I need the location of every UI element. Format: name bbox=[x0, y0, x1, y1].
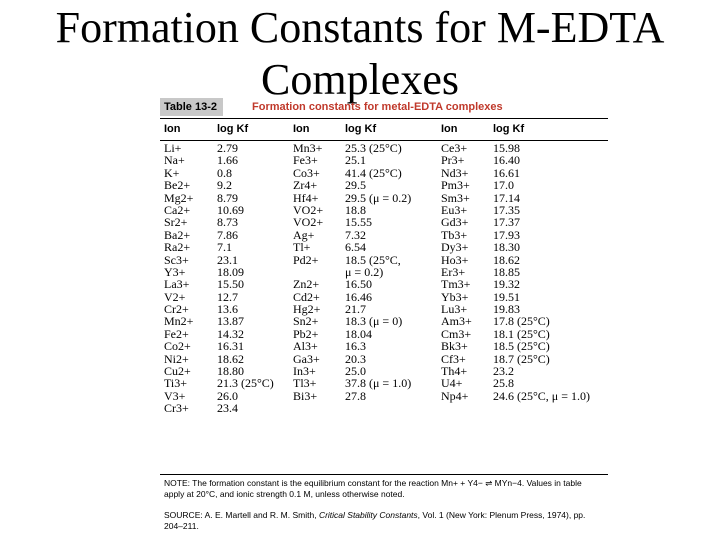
cell-logkf-col1: 7.86 bbox=[217, 227, 238, 242]
table-number-tag: Table 13-2 bbox=[160, 98, 223, 116]
cell-logkf-col1: 12.7 bbox=[217, 289, 238, 304]
cell-ion-col3: Ce3+ bbox=[441, 141, 468, 155]
cell-logkf-col2: 16.46 bbox=[345, 289, 372, 304]
cell-ion-col2: Zr4+ bbox=[293, 178, 318, 193]
slide-title bbox=[0, 2, 720, 106]
cell-ion-col2: Tl+ bbox=[293, 240, 311, 255]
cell-logkf-col1: 23.4 bbox=[217, 401, 238, 416]
cell-ion-col1: Be2+ bbox=[164, 178, 191, 193]
cell-ion-col3: Tb3+ bbox=[441, 227, 468, 242]
source-prefix: SOURCE: A. E. Martell and R. M. Smith, bbox=[164, 510, 319, 520]
cell-logkf-col3: 15.98 bbox=[493, 141, 520, 155]
cell-ion-col2: Mn3+ bbox=[293, 141, 323, 155]
slide-title-line-1: Formation Constants for M-EDTA bbox=[55, 3, 665, 52]
cell-ion-col1: La3+ bbox=[164, 277, 190, 292]
cell-logkf-col1: 18.09 bbox=[217, 264, 244, 279]
cell-logkf-col3: 18.85 bbox=[493, 264, 520, 279]
cell-ion-col1: V3+ bbox=[164, 388, 186, 403]
cell-ion-col1: Cr3+ bbox=[164, 401, 189, 416]
cell-ion-col1: Sc3+ bbox=[164, 252, 189, 267]
cell-ion-col3: Th4+ bbox=[441, 364, 468, 379]
cell-ion-col2: Hf4+ bbox=[293, 190, 319, 205]
cell-logkf-col3: 18.1 (25°C) bbox=[493, 326, 550, 341]
cell-ion-col2: VO2+ bbox=[293, 215, 324, 230]
table-body bbox=[160, 142, 608, 415]
table-row bbox=[160, 340, 608, 352]
cell-ion-col1: Ni2+ bbox=[164, 351, 189, 366]
cell-ion-col1: Li+ bbox=[164, 141, 182, 155]
table-row bbox=[160, 377, 608, 389]
cell-ion-col3: Nd3+ bbox=[441, 165, 469, 180]
cell-logkf-col2: 29.5 (μ = 0.2) bbox=[345, 190, 412, 205]
cell-logkf-col3: 18.7 (25°C) bbox=[493, 351, 550, 366]
cell-ion-col1: K+ bbox=[164, 165, 180, 180]
cell-logkf-col3: 25.8 bbox=[493, 376, 514, 391]
cell-ion-col3: Bk3+ bbox=[441, 339, 468, 354]
cell-ion-col3: Eu3+ bbox=[441, 202, 468, 217]
cell-logkf-col3: 17.93 bbox=[493, 227, 520, 242]
cell-ion-col1: Ra2+ bbox=[164, 240, 191, 255]
cell-logkf-col1: 10.69 bbox=[217, 202, 244, 217]
cell-ion-col2: Pd2+ bbox=[293, 252, 319, 267]
cell-logkf-col1: 16.31 bbox=[217, 339, 244, 354]
table-top-rule bbox=[160, 118, 608, 119]
header-logkf-2: log Kf bbox=[345, 123, 377, 135]
cell-logkf-col3: 18.62 bbox=[493, 252, 520, 267]
cell-ion-col2: VO2+ bbox=[293, 202, 324, 217]
table-row bbox=[160, 179, 608, 191]
cell-ion-col1: Cr2+ bbox=[164, 302, 189, 317]
cell-ion-col2: Al3+ bbox=[293, 339, 318, 354]
cell-ion-col2: Tl3+ bbox=[293, 376, 317, 391]
cell-logkf-col3: 19.51 bbox=[493, 289, 520, 304]
cell-logkf-col2: 21.7 bbox=[345, 302, 366, 317]
header-logkf-1: log Kf bbox=[217, 123, 249, 135]
table-bottom-rule bbox=[160, 474, 608, 475]
cell-logkf-col2: 18.04 bbox=[345, 326, 372, 341]
cell-logkf-col2: 20.3 bbox=[345, 351, 366, 366]
cell-logkf-col1: 2.79 bbox=[217, 141, 238, 155]
cell-ion-col1: Ba2+ bbox=[164, 227, 191, 242]
header-ion-1: Ion bbox=[164, 123, 181, 135]
cell-logkf-col1: 7.1 bbox=[217, 240, 232, 255]
table-row bbox=[160, 402, 608, 414]
header-ion-2: Ion bbox=[293, 123, 310, 135]
cell-logkf-col1: 26.0 bbox=[217, 388, 238, 403]
cell-ion-col3: Pr3+ bbox=[441, 153, 465, 168]
cell-logkf-col1: 18.62 bbox=[217, 351, 244, 366]
cell-logkf-col3: 16.40 bbox=[493, 153, 520, 168]
cell-logkf-col1: 8.73 bbox=[217, 215, 238, 230]
table-row bbox=[160, 154, 608, 166]
cell-logkf-col1: 13.6 bbox=[217, 302, 238, 317]
cell-ion-col1: Ti3+ bbox=[164, 376, 188, 391]
cell-logkf-col2: 25.3 (25°C) bbox=[345, 141, 402, 155]
cell-ion-col1: Na+ bbox=[164, 153, 185, 168]
cell-ion-col3: Gd3+ bbox=[441, 215, 469, 230]
cell-ion-col1: Sr2+ bbox=[164, 215, 188, 230]
cell-ion-col1: Co2+ bbox=[164, 339, 191, 354]
table-row bbox=[160, 278, 608, 290]
cell-ion-col3: Ho3+ bbox=[441, 252, 469, 267]
cell-logkf-col2: 18.8 bbox=[345, 202, 366, 217]
cell-ion-col1: Fe2+ bbox=[164, 326, 189, 341]
cell-logkf-col2: 29.5 bbox=[345, 178, 366, 193]
table-row bbox=[160, 241, 608, 253]
cell-ion-col2: Pb2+ bbox=[293, 326, 319, 341]
table-header-bar bbox=[160, 98, 608, 116]
source-title: Critical Stability Constants bbox=[318, 510, 418, 520]
cell-ion-col2: Cd2+ bbox=[293, 289, 320, 304]
cell-logkf-col3: 24.6 (25°C, μ = 1.0) bbox=[493, 388, 590, 403]
cell-logkf-col2: 16.3 bbox=[345, 339, 366, 354]
cell-logkf-col3: 18.30 bbox=[493, 240, 520, 255]
cell-logkf-col1: 1.66 bbox=[217, 153, 238, 168]
cell-ion-col1: Ca2+ bbox=[164, 202, 191, 217]
cell-logkf-col3: 17.14 bbox=[493, 190, 520, 205]
cell-ion-col3: Er3+ bbox=[441, 264, 466, 279]
cell-logkf-col2: 37.8 (μ = 1.0) bbox=[345, 376, 412, 391]
cell-ion-col3: Pm3+ bbox=[441, 178, 470, 193]
cell-ion-col2: In3+ bbox=[293, 364, 316, 379]
cell-ion-col3: U4+ bbox=[441, 376, 463, 391]
cell-ion-col1: Cu2+ bbox=[164, 364, 191, 379]
cell-ion-col3: Cm3+ bbox=[441, 326, 472, 341]
cell-logkf-col3: 17.0 bbox=[493, 178, 514, 193]
cell-logkf-col1: 21.3 (25°C) bbox=[217, 376, 274, 391]
table-row bbox=[160, 216, 608, 228]
cell-ion-col2: Sn2+ bbox=[293, 314, 319, 329]
cell-ion-col3: Cf3+ bbox=[441, 351, 466, 366]
slide-title-line-2: Complexes bbox=[261, 55, 459, 104]
header-logkf-3: log Kf bbox=[493, 123, 525, 135]
cell-ion-col1: Y3+ bbox=[164, 264, 186, 279]
cell-logkf-col3: 23.2 bbox=[493, 364, 514, 379]
formation-constants-table bbox=[160, 98, 608, 534]
cell-logkf-col2: 25.0 bbox=[345, 364, 366, 379]
cell-ion-col1: Mn2+ bbox=[164, 314, 194, 329]
cell-logkf-col3: 16.61 bbox=[493, 165, 520, 180]
cell-logkf-col2: μ = 0.2) bbox=[345, 264, 384, 279]
cell-logkf-col2: 18.5 (25°C, bbox=[345, 252, 401, 267]
cell-logkf-col3: 19.32 bbox=[493, 277, 520, 292]
cell-ion-col2: Fe3+ bbox=[293, 153, 318, 168]
cell-logkf-col1: 18.80 bbox=[217, 364, 244, 379]
cell-ion-col2: Bi3+ bbox=[293, 388, 318, 403]
cell-logkf-col2: 7.32 bbox=[345, 227, 366, 242]
cell-ion-col1: Mg2+ bbox=[164, 190, 194, 205]
cell-logkf-col3: 17.8 (25°C) bbox=[493, 314, 550, 329]
cell-logkf-col3: 17.35 bbox=[493, 202, 520, 217]
table-row bbox=[160, 315, 608, 327]
cell-ion-col3: Tm3+ bbox=[441, 277, 471, 292]
cell-logkf-col2: 15.55 bbox=[345, 215, 372, 230]
cell-logkf-col1: 8.79 bbox=[217, 190, 238, 205]
table-caption: Formation constants for metal-EDTA complexes bbox=[252, 101, 503, 113]
cell-ion-col2: Zn2+ bbox=[293, 277, 320, 292]
cell-ion-col2: Ag+ bbox=[293, 227, 315, 242]
cell-logkf-col3: 18.5 (25°C) bbox=[493, 339, 550, 354]
cell-logkf-col2: 6.54 bbox=[345, 240, 366, 255]
cell-ion-col3: Yb3+ bbox=[441, 289, 469, 304]
cell-logkf-col1: 15.50 bbox=[217, 277, 244, 292]
cell-ion-col2: Hg2+ bbox=[293, 302, 321, 317]
header-ion-3: Ion bbox=[441, 123, 458, 135]
cell-ion-col3: Am3+ bbox=[441, 314, 472, 329]
cell-logkf-col2: 41.4 (25°C) bbox=[345, 165, 402, 180]
cell-ion-col2: Co3+ bbox=[293, 165, 320, 180]
cell-ion-col1: V2+ bbox=[164, 289, 186, 304]
cell-logkf-col3: 17.37 bbox=[493, 215, 520, 230]
cell-logkf-col1: 0.8 bbox=[217, 165, 232, 180]
cell-logkf-col2: 27.8 bbox=[345, 388, 366, 403]
cell-logkf-col3: 19.83 bbox=[493, 302, 520, 317]
table-column-headers bbox=[160, 120, 608, 138]
cell-ion-col3: Sm3+ bbox=[441, 190, 470, 205]
table-note: NOTE: The formation constant is the equilibrium constant for the reaction Mn+ + Y4− ⇌ MYn−4. Values in table apply at 20°C, and ionic strength 0.1 M, unless otherwise noted. bbox=[164, 478, 582, 499]
cell-logkf-col2: 25.1 bbox=[345, 153, 366, 168]
cell-ion-col3: Dy3+ bbox=[441, 240, 469, 255]
source-suffix: , Vol. 1 (New York: Plenum Press, 1974), pp. 204–211. bbox=[164, 510, 586, 531]
cell-logkf-col1: 9.2 bbox=[217, 178, 232, 193]
cell-logkf-col1: 23.1 bbox=[217, 252, 238, 267]
cell-logkf-col2: 16.50 bbox=[345, 277, 372, 292]
table-source bbox=[164, 510, 604, 532]
cell-ion-col3: Lu3+ bbox=[441, 302, 468, 317]
cell-ion-col2: Ga3+ bbox=[293, 351, 320, 366]
cell-logkf-col1: 14.32 bbox=[217, 326, 244, 341]
cell-logkf-col1: 13.87 bbox=[217, 314, 244, 329]
cell-ion-col3: Np4+ bbox=[441, 388, 469, 403]
cell-logkf-col2: 18.3 (μ = 0) bbox=[345, 314, 403, 329]
